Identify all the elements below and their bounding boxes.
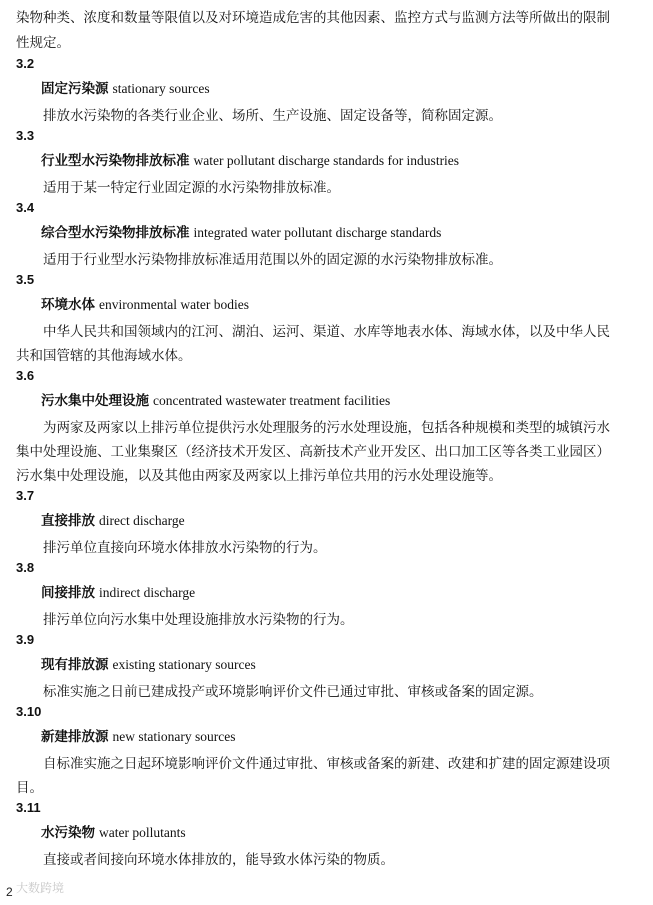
term-en: direct discharge [99, 513, 185, 528]
definition-text: 排污单位直接向环境水体排放水污染物的行为。 [43, 540, 327, 556]
term-heading [41, 296, 249, 314]
intro-line-1: 染物种类、浓度和数量等限值以及对环境造成危害的其他因素、监控方式与监测方法等所做出的限制 [16, 10, 610, 26]
term-zh: 污水集中处理设施 [41, 393, 149, 409]
definition-text: 为两家及两家以上排污单位提供污水处理服务的污水处理设施，包括各种规模和类型的城镇污水 [43, 420, 610, 436]
term-heading [41, 824, 186, 842]
intro-line-2: 性规定。 [16, 35, 70, 51]
definition-text: 适用于行业型水污染物排放标准适用范围以外的固定源的水污染物排放标准。 [43, 252, 502, 268]
term-heading [41, 728, 235, 746]
term-en: indirect discharge [99, 585, 196, 600]
term-heading [41, 224, 441, 242]
clause-number: 3.10 [16, 704, 42, 719]
term-heading [41, 80, 210, 98]
definition-text: 排放水污染物的各类行业企业、场所、生产设施、固定设备等，简称固定源。 [43, 108, 502, 124]
watermark: 大数跨境 [16, 881, 65, 895]
clause-number: 3.6 [16, 368, 35, 383]
page-number: 2 [6, 885, 13, 899]
term-zh: 固定污染源 [41, 81, 109, 97]
definition-text: 共和国管辖的其他海域水体。 [16, 348, 192, 364]
term-en: water pollutants [99, 825, 186, 840]
clause-number: 3.9 [16, 632, 35, 647]
term-zh: 综合型水污染物排放标准 [41, 225, 190, 241]
term-zh: 间接排放 [41, 585, 95, 601]
term-zh: 新建排放源 [41, 729, 109, 745]
term-heading [41, 392, 390, 410]
clause-number: 3.2 [16, 56, 35, 71]
clause-number: 3.11 [16, 800, 41, 815]
term-en: water pollutant discharge standards for industries [193, 153, 460, 168]
definition-text: 标准实施之日前已建成投产或环境影响评价文件已通过审批、审核或备案的固定源。 [43, 684, 543, 700]
term-zh: 现有排放源 [41, 657, 109, 673]
term-en: environmental water bodies [99, 297, 249, 312]
term-heading [41, 584, 195, 602]
term-en: existing stationary sources [112, 657, 256, 672]
clause-number: 3.7 [16, 488, 35, 503]
term-en: concentrated wastewater treatment facilities [153, 393, 391, 408]
clause-number: 3.5 [16, 272, 35, 287]
term-zh: 环境水体 [41, 297, 95, 313]
clause-number: 3.3 [16, 128, 35, 143]
term-heading [41, 656, 256, 674]
term-zh: 行业型水污染物排放标准 [41, 153, 190, 169]
term-heading [41, 512, 185, 530]
term-zh: 直接排放 [41, 513, 95, 529]
definition-text: 集中处理设施、工业集聚区（经济技术开发区、高新技术产业开发区、出口加工区等各类工业园区） [16, 444, 610, 460]
term-en: integrated water pollutant discharge standards [193, 225, 442, 240]
clause-number: 3.8 [16, 560, 35, 575]
clause-number: 3.4 [16, 200, 35, 215]
definition-text: 适用于某一特定行业固定源的水污染物排放标准。 [43, 180, 340, 196]
definition-text: 污水集中处理设施，以及其他由两家及两家以上排污单位共用的污水处理设施等。 [16, 468, 502, 484]
definition-text: 直接或者间接向环境水体排放的，能导致水体污染的物质。 [43, 852, 394, 868]
definition-text: 目。 [16, 780, 43, 796]
term-zh: 水污染物 [41, 825, 95, 841]
definition-text: 中华人民共和国领域内的江河、湖泊、运河、渠道、水库等地表水体、海域水体，以及中华人民 [43, 324, 610, 340]
term-en: stationary sources [112, 81, 210, 96]
term-en: new stationary sources [112, 729, 236, 744]
definition-text: 自标准实施之日起环境影响评价文件通过审批、审核或备案的新建、改建和扩建的固定源建设项 [43, 756, 610, 772]
definition-text: 排污单位向污水集中处理设施排放水污染物的行为。 [43, 612, 354, 628]
term-heading [41, 152, 459, 170]
